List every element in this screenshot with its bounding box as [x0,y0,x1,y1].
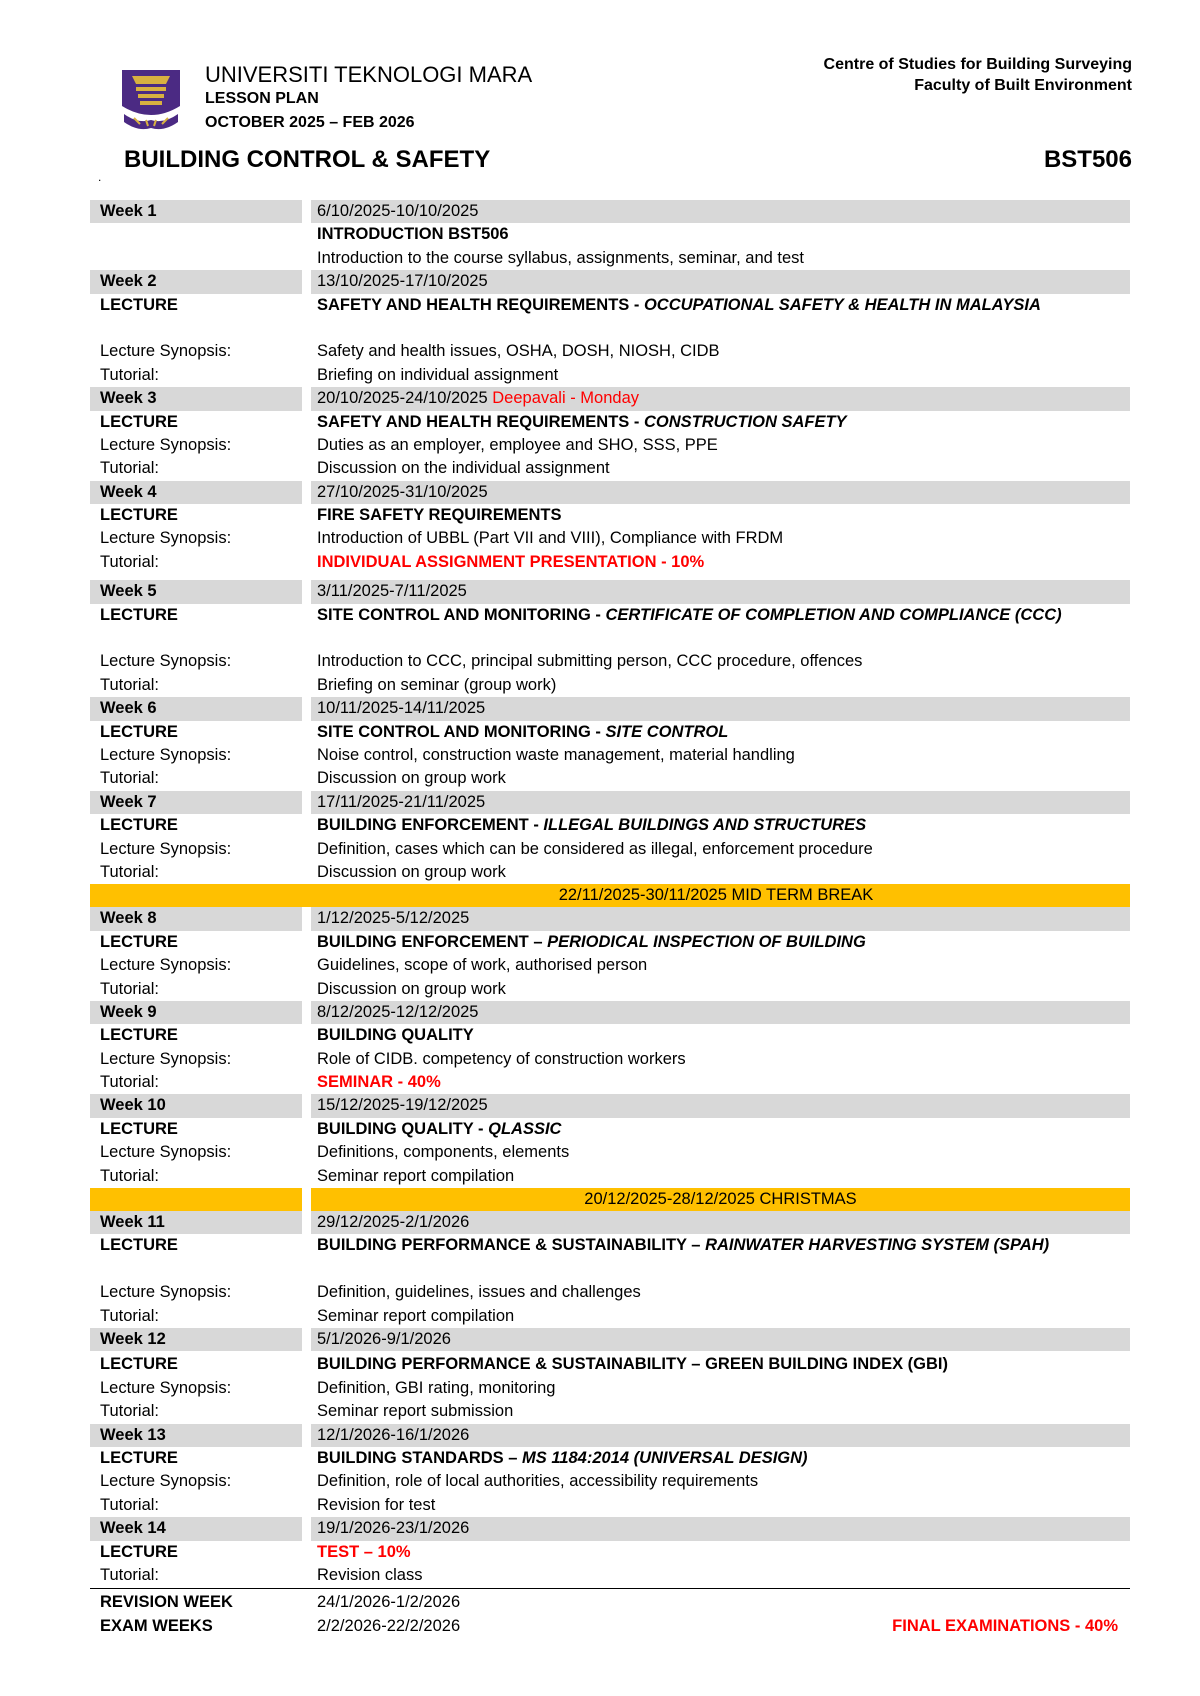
week-row [90,1094,1130,1117]
week-row [90,697,1130,720]
lecture-label: LECTURE [100,1119,178,1138]
tutorial-row [90,1165,1130,1188]
topic-sub: CONSTRUCTION SAFETY [643,412,847,431]
revision-row [90,1591,1130,1614]
topic-main: SAFETY AND HEALTH REQUIREMENTS - [317,412,644,431]
lecture-label: LECTURE [100,1542,178,1561]
tutorial-text: Revision class [317,1565,423,1584]
week-row [90,481,1130,504]
topic-row [90,223,1130,246]
topic-sub: ILLEGAL BUILDINGS AND STRUCTURES [543,816,867,835]
tutorial-label: Tutorial: [100,1073,159,1092]
test-assessment: TEST – 10% [317,1542,411,1561]
week-row [90,907,1130,930]
tutorial-text: Seminar report compilation [317,1306,515,1325]
week-dates: 8/12/2025-12/12/2025 [311,1001,1130,1024]
tutorial-label: Tutorial: [100,1495,159,1514]
final-exam-weight: FINAL EXAMINATIONS - 40% [892,1616,1118,1635]
synopsis-row [90,1281,1130,1304]
tutorial-label: Tutorial: [100,1565,159,1584]
synopsis-text: Definition, cases which can be considered as illegal, enforcement procedure [317,839,873,858]
week-row [90,1001,1130,1024]
tutorial-label: Tutorial: [100,769,159,788]
week-label: Week 13 [90,1424,302,1447]
lecture-row [90,1353,1130,1376]
centre-name: Centre of Studies for Building Surveying [823,56,1132,73]
midterm-break-band [90,884,1130,907]
lecture-row [90,411,1130,434]
topic-main: BUILDING ENFORCEMENT - [317,816,544,835]
topic-main: SITE CONTROL AND MONITORING - [317,722,606,741]
tutorial-assessment: INDIVIDUAL ASSIGNMENT PRESENTATION - 10% [317,552,705,571]
tutorial-row [90,457,1130,480]
lecture-row [90,1118,1130,1141]
christmas-break-label: 20/12/2025-28/12/2025 CHRISTMAS [311,1188,1130,1211]
week-label: Week 7 [90,791,302,814]
lecture-topic: BUILDING PERFORMANCE & SUSTAINABILITY – GREEN BUILDING INDEX (GBI) [317,1355,948,1374]
lecture-topic: BUILDING QUALITY [317,1026,474,1045]
lecture-label: LECTURE [100,295,178,314]
week-label: Week 8 [90,907,302,930]
week-dates: 1/12/2025-5/12/2025 [311,907,1130,930]
topic-sub: OCCUPATIONAL SAFETY & HEALTH IN MALAYSIA [643,295,1041,314]
stray-dot: . [98,170,102,184]
week-dates: 19/1/2026-23/1/2026 [311,1517,1130,1540]
course-title: BUILDING CONTROL & SAFETY [124,146,491,173]
synopsis-text: Guidelines, scope of work, authorised person [317,956,648,975]
tutorial-text: Discussion on the individual assignment [317,459,610,478]
topic-sub: SITE CONTROL [605,722,729,741]
synopsis-label: Lecture Synopsis: [100,1378,232,1397]
tutorial-row [90,767,1130,790]
tutorial-label: Tutorial: [100,979,159,998]
synopsis-label: Lecture Synopsis: [100,652,232,671]
lecture-label: LECTURE [100,412,178,431]
centre-info [824,54,1132,96]
synopsis-label: Lecture Synopsis: [100,1283,232,1302]
topic-main: BUILDING QUALITY - [317,1119,489,1138]
week-row [90,1424,1130,1447]
lecture-label: LECTURE [100,816,178,835]
tutorial-label: Tutorial: [100,862,159,881]
tutorial-text: Briefing on seminar (group work) [317,675,557,694]
faculty-name: Faculty of Built Environment [914,77,1132,94]
lecture-topic: FIRE SAFETY REQUIREMENTS [317,506,562,525]
tutorial-text: Discussion on group work [317,862,506,881]
synopsis-row [90,527,1130,550]
tutorial-row [90,1564,1130,1587]
week-label: Week 14 [90,1517,302,1540]
tutorial-row [90,861,1130,884]
lecture-row [90,1234,1130,1281]
tutorial-text: Discussion on group work [317,769,506,788]
topic-sub: MS 1184:2014 (UNIVERSAL DESIGN) [522,1448,808,1467]
synopsis-label: Lecture Synopsis: [100,1472,232,1491]
synopsis-label: Lecture Synopsis: [100,435,232,454]
week-dates: 15/12/2025-19/12/2025 [311,1094,1130,1117]
week-dates: 10/11/2025-14/11/2025 [311,697,1130,720]
university-name: UNIVERSITI TEKNOLOGI MARA [205,62,533,87]
synopsis-row [90,838,1130,861]
tutorial-text: Revision for test [317,1495,436,1514]
lecture-row [90,294,1130,341]
tutorial-row [90,364,1130,387]
revision-dates: 24/1/2026-1/2/2026 [317,1593,461,1612]
synopsis-text: Definition, role of local authorities, accessibility requirements [317,1472,759,1491]
topic-main: BUILDING ENFORCEMENT – [317,932,548,951]
exam-label: EXAM WEEKS [100,1616,213,1635]
week-label: Week 11 [90,1211,302,1234]
lecture-row [90,1541,1130,1564]
week-dates: 12/1/2026-16/1/2026 [311,1424,1130,1447]
topic-sub: CERTIFICATE OF COMPLETION AND COMPLIANCE (CCC) [605,605,1062,624]
tutorial-row [90,978,1130,1001]
week-label: Week 6 [90,697,302,720]
synopsis-label: Lecture Synopsis: [100,342,232,361]
tutorial-label: Tutorial: [100,365,159,384]
tutorial-text: Seminar report compilation [317,1166,515,1185]
course-code: BST506 [1043,146,1132,173]
synopsis-label: Lecture Synopsis: [100,1049,232,1068]
week-row [90,791,1130,814]
exam-dates: 2/2/2026-22/2/2026 [317,1616,461,1635]
week-label: Week 3 [90,387,302,410]
week-label: Week 5 [90,580,302,603]
synopsis-text: Duties as an employer, employee and SHO, SSS, PPE [317,435,718,454]
synopsis-row [90,1141,1130,1164]
tutorial-label: Tutorial: [100,459,159,478]
week-row [90,200,1130,223]
lecture-topic [311,604,1130,651]
lecture-topic [311,1234,1130,1281]
tutorial-row [90,1071,1130,1094]
synopsis-row [90,434,1130,457]
tutorial-label: Tutorial: [100,1166,159,1185]
lecture-label: LECTURE [100,506,178,525]
lecture-row [90,604,1130,651]
tutorial-label: Tutorial: [100,552,159,571]
tutorial-row [90,1305,1130,1328]
week-row [90,1517,1130,1540]
week-dates: 3/11/2025-7/11/2025 [311,580,1130,603]
tutorial-row [90,1400,1130,1423]
tutorial-row [90,1494,1130,1517]
week-label: Week 4 [90,481,302,504]
synopsis-text: Definition, guidelines, issues and challenges [317,1283,641,1302]
week-row [90,270,1130,293]
lecture-label: LECTURE [100,722,178,741]
lecture-topic [311,411,1130,434]
synopsis-label: Lecture Synopsis: [100,1143,232,1162]
synopsis-label: Lecture Synopsis: [100,746,232,765]
synopsis-row [90,1377,1130,1400]
tutorial-label: Tutorial: [100,675,159,694]
lecture-topic [311,1447,1130,1470]
topic-sub: QLASSIC [488,1119,562,1138]
holiday-note: Deepavali - Monday [492,389,639,408]
week-label: Week 9 [90,1001,302,1024]
tutorial-row [90,551,1130,574]
week-dates: 5/1/2026-9/1/2026 [311,1328,1130,1351]
synopsis-label: Lecture Synopsis: [100,839,232,858]
week-row [90,580,1130,603]
lesson-schedule [90,200,1130,1638]
topic-main: BUILDING PERFORMANCE & SUSTAINABILITY – [317,1236,706,1255]
tutorial-label: Tutorial: [100,1402,159,1421]
tutorial-assessment: SEMINAR - 40% [317,1073,441,1092]
week-dates: 29/12/2025-2/1/2026 [311,1211,1130,1234]
topic-main: BUILDING STANDARDS – [317,1448,523,1467]
tutorial-row [90,674,1130,697]
synopsis-row [90,340,1130,363]
synopsis-label: Lecture Synopsis: [100,529,232,548]
lecture-topic [311,814,1130,837]
divider [90,1588,1130,1589]
revision-label: REVISION WEEK [100,1593,233,1612]
topic-main: SAFETY AND HEALTH REQUIREMENTS - [317,295,644,314]
synopsis-text: Definitions, components, elements [317,1143,570,1162]
synopsis-row [90,650,1130,673]
lecture-row [90,931,1130,954]
week-dates: 13/10/2025-17/10/2025 [311,270,1130,293]
synopsis-row [90,1470,1130,1493]
lecture-topic [311,294,1130,341]
tutorial-text: Discussion on group work [317,979,506,998]
week-label: Week 1 [90,200,302,223]
lecture-topic [311,1118,1130,1141]
week-dates: 27/10/2025-31/10/2025 [311,481,1130,504]
topic-sub: PERIODICAL INSPECTION OF BUILDING [547,932,866,951]
lecture-label: LECTURE [100,932,178,951]
synopsis-row [90,954,1130,977]
christmas-break-band [90,1188,1130,1211]
lecture-row [90,814,1130,837]
lecture-row [90,504,1130,527]
lecture-label: LECTURE [100,1355,178,1374]
uitm-logo [118,62,184,134]
lecture-label: LECTURE [100,1236,178,1255]
topic-main: SITE CONTROL AND MONITORING - [317,605,606,624]
synopsis-text: Safety and health issues, OSHA, DOSH, NIOSH, CIDB [317,342,720,361]
semester: OCTOBER 2025 – FEB 2026 [205,114,415,131]
lecture-topic [311,931,1130,954]
week-dates: 6/10/2025-10/10/2025 [311,200,1130,223]
dates-text: 20/10/2025-24/10/2025 [317,389,493,408]
lecture-topic [311,721,1130,744]
tutorial-text: Seminar report submission [317,1402,514,1421]
midterm-break-label: 22/11/2025-30/11/2025 MID TERM BREAK [302,884,1130,907]
topic-description: Introduction to the course syllabus, assignments, seminar, and test [317,248,805,267]
week-label: Week 12 [90,1328,302,1351]
week-label: Week 2 [90,270,302,293]
desc-row [90,247,1130,270]
synopsis-row [90,1048,1130,1071]
document-type: LESSON PLAN [205,90,319,107]
week-row [90,1211,1130,1234]
exam-row [90,1615,1130,1638]
lecture-label: LECTURE [100,605,178,624]
lecture-label: LECTURE [100,1026,178,1045]
week-row [90,1328,1130,1351]
synopsis-text: Definition, GBI rating, monitoring [317,1378,556,1397]
lecture-label: LECTURE [100,1448,178,1467]
synopsis-text: Role of CIDB. competency of construction workers [317,1049,686,1068]
week-row [90,387,1130,410]
synopsis-text: Introduction to CCC, principal submitting person, CCC procedure, offences [317,652,863,671]
topic-sub: RAINWATER HARVESTING SYSTEM (SPAH) [705,1236,1050,1255]
synopsis-text: Noise control, construction waste management, material handling [317,746,795,765]
week-dates [311,387,1130,410]
synopsis-row [90,744,1130,767]
tutorial-label: Tutorial: [100,1306,159,1325]
week-dates: 17/11/2025-21/11/2025 [311,791,1130,814]
lecture-row [90,1447,1130,1470]
week-label: Week 10 [90,1094,302,1117]
synopsis-text: Introduction of UBBL (Part VII and VIII), Compliance with FRDM [317,529,784,548]
lecture-row [90,1024,1130,1047]
lecture-row [90,721,1130,744]
synopsis-label: Lecture Synopsis: [100,956,232,975]
topic-title: INTRODUCTION BST506 [317,225,509,244]
tutorial-text: Briefing on individual assignment [317,365,559,384]
